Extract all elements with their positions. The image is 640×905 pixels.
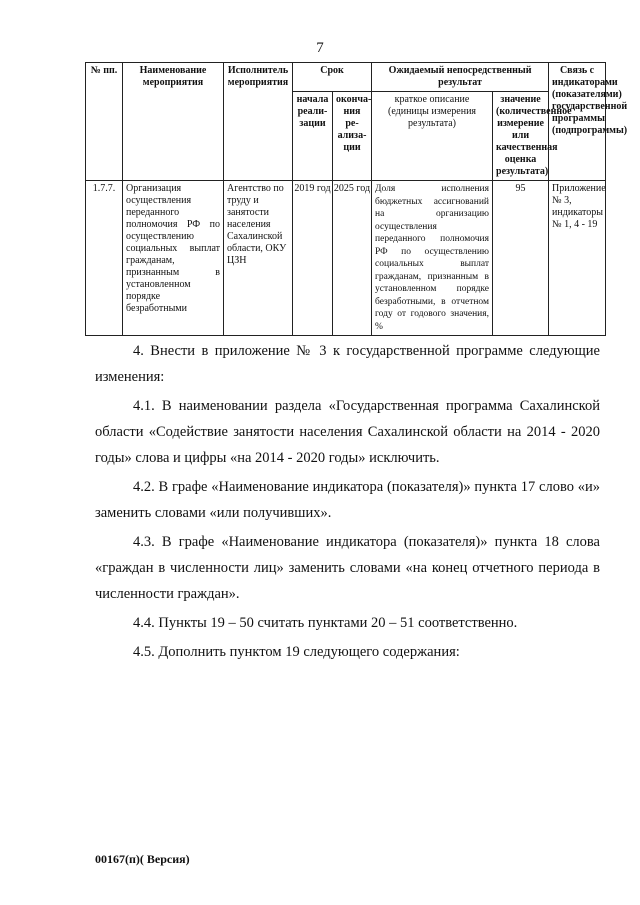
- measures-table: [85, 62, 628, 336]
- page-number: 7: [316, 40, 324, 56]
- amendments-text: [95, 338, 600, 665]
- header-name: Наименование мероприятия: [123, 63, 224, 181]
- row-value: 95: [493, 181, 549, 336]
- header-link: Связь с индикаторами (показателями) государственной программы (подпрограммы): [549, 63, 606, 181]
- row-num: 1.7.7.: [86, 181, 123, 336]
- row-executor: Агентство по труду и занятости населения Сахалинской области, ОКУ ЦЗН: [224, 181, 293, 336]
- header-value: значение (количественное измерение или качественная оценка результата): [493, 92, 549, 181]
- row-link: Приложение № 3, индикаторы № 1, 4 - 19: [549, 181, 606, 336]
- header-term-start: начала реали-зации: [293, 92, 333, 181]
- paragraph-4: 4. Внести в приложение № 3 к государственной программе следующие изменения:: [95, 343, 600, 385]
- paragraph-4-4: 4.4. Пункты 19 – 50 считать пунктами 20 – 51 соответственно.: [133, 615, 518, 631]
- row-desc: Доля исполнения бюджетных ассигнований на организацию осуществления переданного полномочия РФ по осуществлению социальных выплат гражданам, признанным в установленном порядке безработными, в отчетном году от годового значения, %: [372, 181, 493, 336]
- header-num: № пп.: [86, 63, 123, 181]
- header-executor: Исполнитель мероприятия: [224, 63, 293, 181]
- header-term-end: оконча-ния ре-ализа-ции: [333, 92, 372, 181]
- paragraph-4-1: 4.1. В наименовании раздела «Государственная программа Сахалинской области «Содействие занятости населения Сахалинской области на 2014 - 2020 годы» слова и цифры «на 2014 - 2020 годы» исключить.: [95, 398, 600, 466]
- paragraph-4-3: 4.3. В графе «Наименование индикатора (показателя)» пункта 18 слова «граждан в численности лиц» заменить словами «на конец отчетного периода в численности граждан».: [95, 534, 600, 602]
- paragraph-4-2: 4.2. В графе «Наименование индикатора (показателя)» пункта 17 слово «и» заменить словами «или получивших».: [95, 479, 600, 521]
- row-start: 2019 год: [293, 181, 333, 336]
- table-header-row: [86, 63, 606, 92]
- paragraph-4-5: 4.5. Дополнить пунктом 19 следующего содержания:: [133, 644, 460, 660]
- row-end: 2025 год: [333, 181, 372, 336]
- header-expected: Ожидаемый непосредственный результат: [372, 63, 549, 92]
- row-name: Организация осуществления переданного полномочия РФ по осуществлению социальных выплат гражданам, признанным в установленном порядке безработными: [123, 181, 224, 336]
- document-footer: 00167(п)( Версия): [95, 852, 190, 866]
- table-row: [86, 181, 606, 336]
- header-term: Срок: [293, 63, 372, 92]
- header-short-desc: краткое описание (единицы измерения результата): [372, 92, 493, 181]
